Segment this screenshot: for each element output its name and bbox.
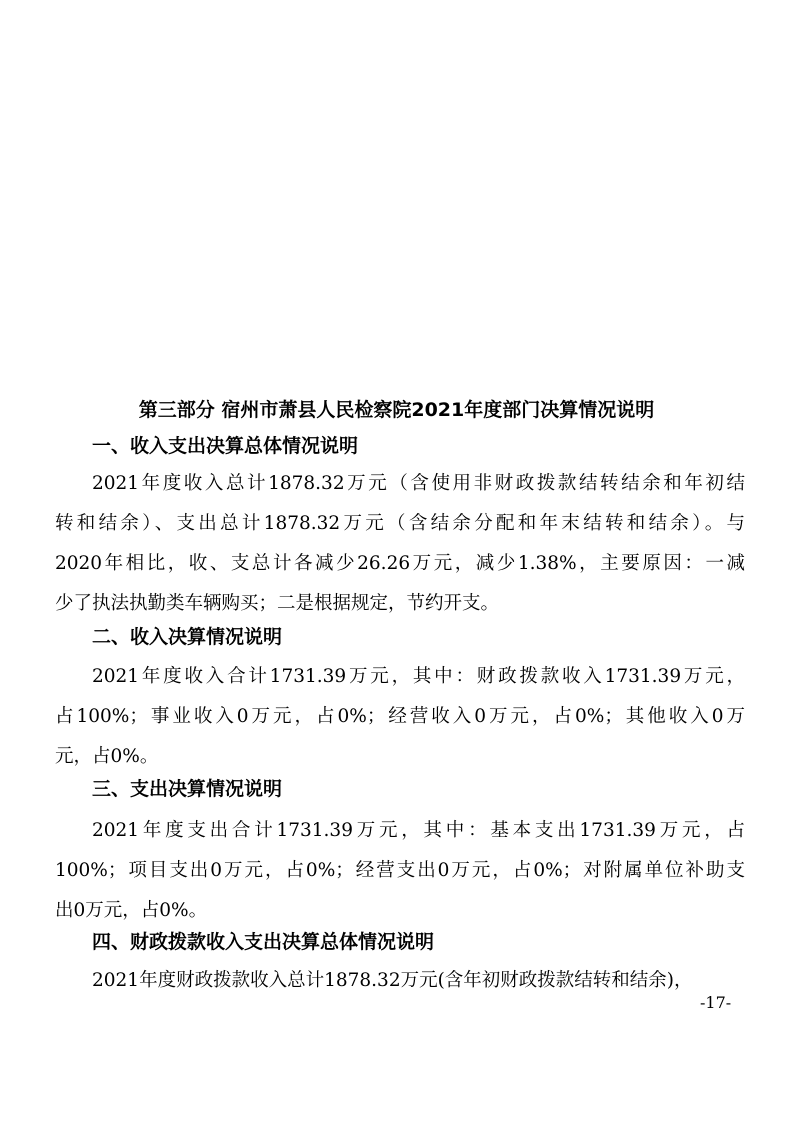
section-heading-income-expenditure-overview: 一、收入支出决算总体情况说明 (92, 435, 359, 457)
paragraph-line: 2021年度支出合计1731.39万元，其中：基本支出1731.39万元，占 (92, 820, 745, 841)
page-number: -17- (700, 993, 732, 1012)
document-title: 第三部分 宿州市萧县人民检察院2021年度部门决算情况说明 (138, 399, 655, 421)
paragraph-line: 元，占0%。 (55, 746, 159, 767)
section-body-income (55, 657, 745, 777)
section-body-expenditure (55, 811, 745, 931)
paragraph-line: 转和结余）、支出总计1878.32万元（含结余分配和年末结转和结余）。与 (55, 513, 745, 534)
paragraph-line: 少了执法执勤类车辆购买；二是根据规定，节约开支。 (55, 593, 500, 614)
section-heading-fiscal-allocation: 四、财政拨款收入支出决算总体情况说明 (92, 931, 435, 953)
paragraph-line: 出0万元，占0%。 (55, 900, 208, 921)
paragraph-line: 100%；项目支出0万元，占0%；经营支出0万元，占0%；对附属单位补助支 (55, 860, 745, 881)
paragraph-line: 占100%；事业收入0万元，占0%；经营收入0万元，占0%；其他收入0万 (55, 706, 745, 727)
section-body-fiscal-allocation (55, 961, 745, 1001)
paragraph-line: 2020年相比，收、支总计各减少26.26万元，减少1.38%，主要原因：一减 (55, 553, 745, 574)
paragraph-line: 2021年度收入合计1731.39万元，其中：财政拨款收入1731.39万元， (92, 666, 745, 687)
section-body-income-expenditure-overview (55, 464, 745, 624)
section-heading-income: 二、收入决算情况说明 (92, 626, 283, 648)
paragraph-line: 2021年度收入总计1878.32万元（含使用非财政拨款结转结余和年初结 (92, 473, 745, 494)
paragraph-line: 2021年度财政拨款收入总计1878.32万元(含年初财政拨款结转和结余)， (92, 970, 693, 991)
section-heading-expenditure: 三、支出决算情况说明 (92, 778, 283, 800)
